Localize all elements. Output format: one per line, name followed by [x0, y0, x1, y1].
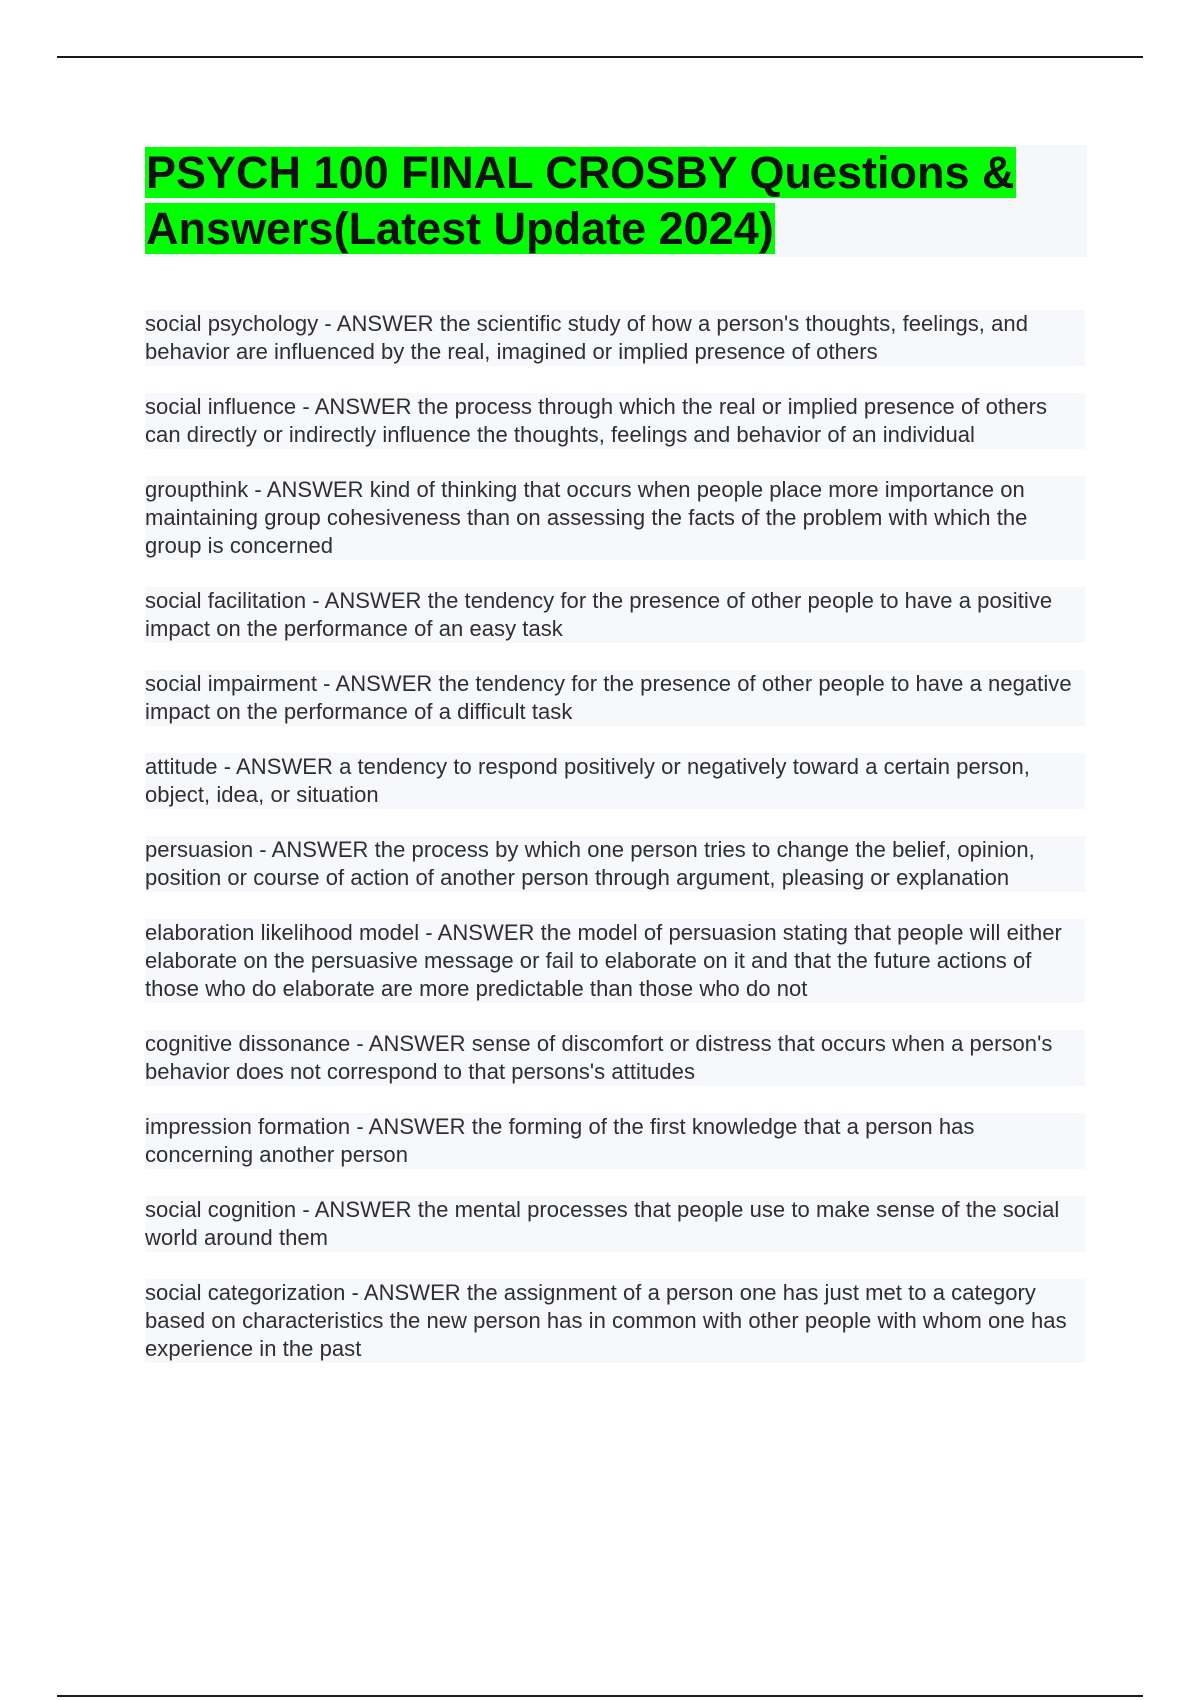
qa-entry: social psychology - ANSWER the scientific study of how a person's thoughts, feelings, and behavior are influenced by the real, imagined or implied presence of others [145, 310, 1085, 366]
page-title [145, 145, 1087, 257]
qa-entry: groupthink - ANSWER kind of thinking that occurs when people place more importance on maintaining group cohesiveness than on assessing the facts of the problem with which the group is concerned [145, 476, 1085, 560]
qa-entry: elaboration likelihood model - ANSWER the model of persuasion stating that people will either elaborate on the persuasive message or fail to elaborate on it and that the future actions of those who do elaborate are more predictable than those who do not [145, 919, 1085, 1003]
qa-entry: social categorization - ANSWER the assignment of a person one has just met to a category based on characteristics the new person has in common with other people with whom one has experience in the past [145, 1279, 1085, 1363]
top-divider [57, 56, 1143, 58]
qa-list [145, 310, 1085, 1390]
title-highlight: PSYCH 100 FINAL CROSBY Questions & Answers(Latest Update 2024) [146, 147, 1015, 254]
qa-entry: cognitive dissonance - ANSWER sense of discomfort or distress that occurs when a person's behavior does not correspond to that persons's attitudes [145, 1030, 1085, 1086]
qa-entry: social facilitation - ANSWER the tendency for the presence of other people to have a positive impact on the performance of an easy task [145, 587, 1085, 643]
qa-entry: impression formation - ANSWER the forming of the first knowledge that a person has concerning another person [145, 1113, 1085, 1169]
bottom-divider [57, 1695, 1143, 1697]
qa-entry: social influence - ANSWER the process through which the real or implied presence of others can directly or indirectly influence the thoughts, feelings and behavior of an individual [145, 393, 1085, 449]
qa-entry: social impairment - ANSWER the tendency for the presence of other people to have a negative impact on the performance of a difficult task [145, 670, 1085, 726]
title-block [145, 145, 1087, 257]
qa-entry: social cognition - ANSWER the mental processes that people use to make sense of the social world around them [145, 1196, 1085, 1252]
qa-entry: persuasion - ANSWER the process by which one person tries to change the belief, opinion, position or course of action of another person through argument, pleasing or explanation [145, 836, 1085, 892]
qa-entry: attitude - ANSWER a tendency to respond positively or negatively toward a certain person, object, idea, or situation [145, 753, 1085, 809]
